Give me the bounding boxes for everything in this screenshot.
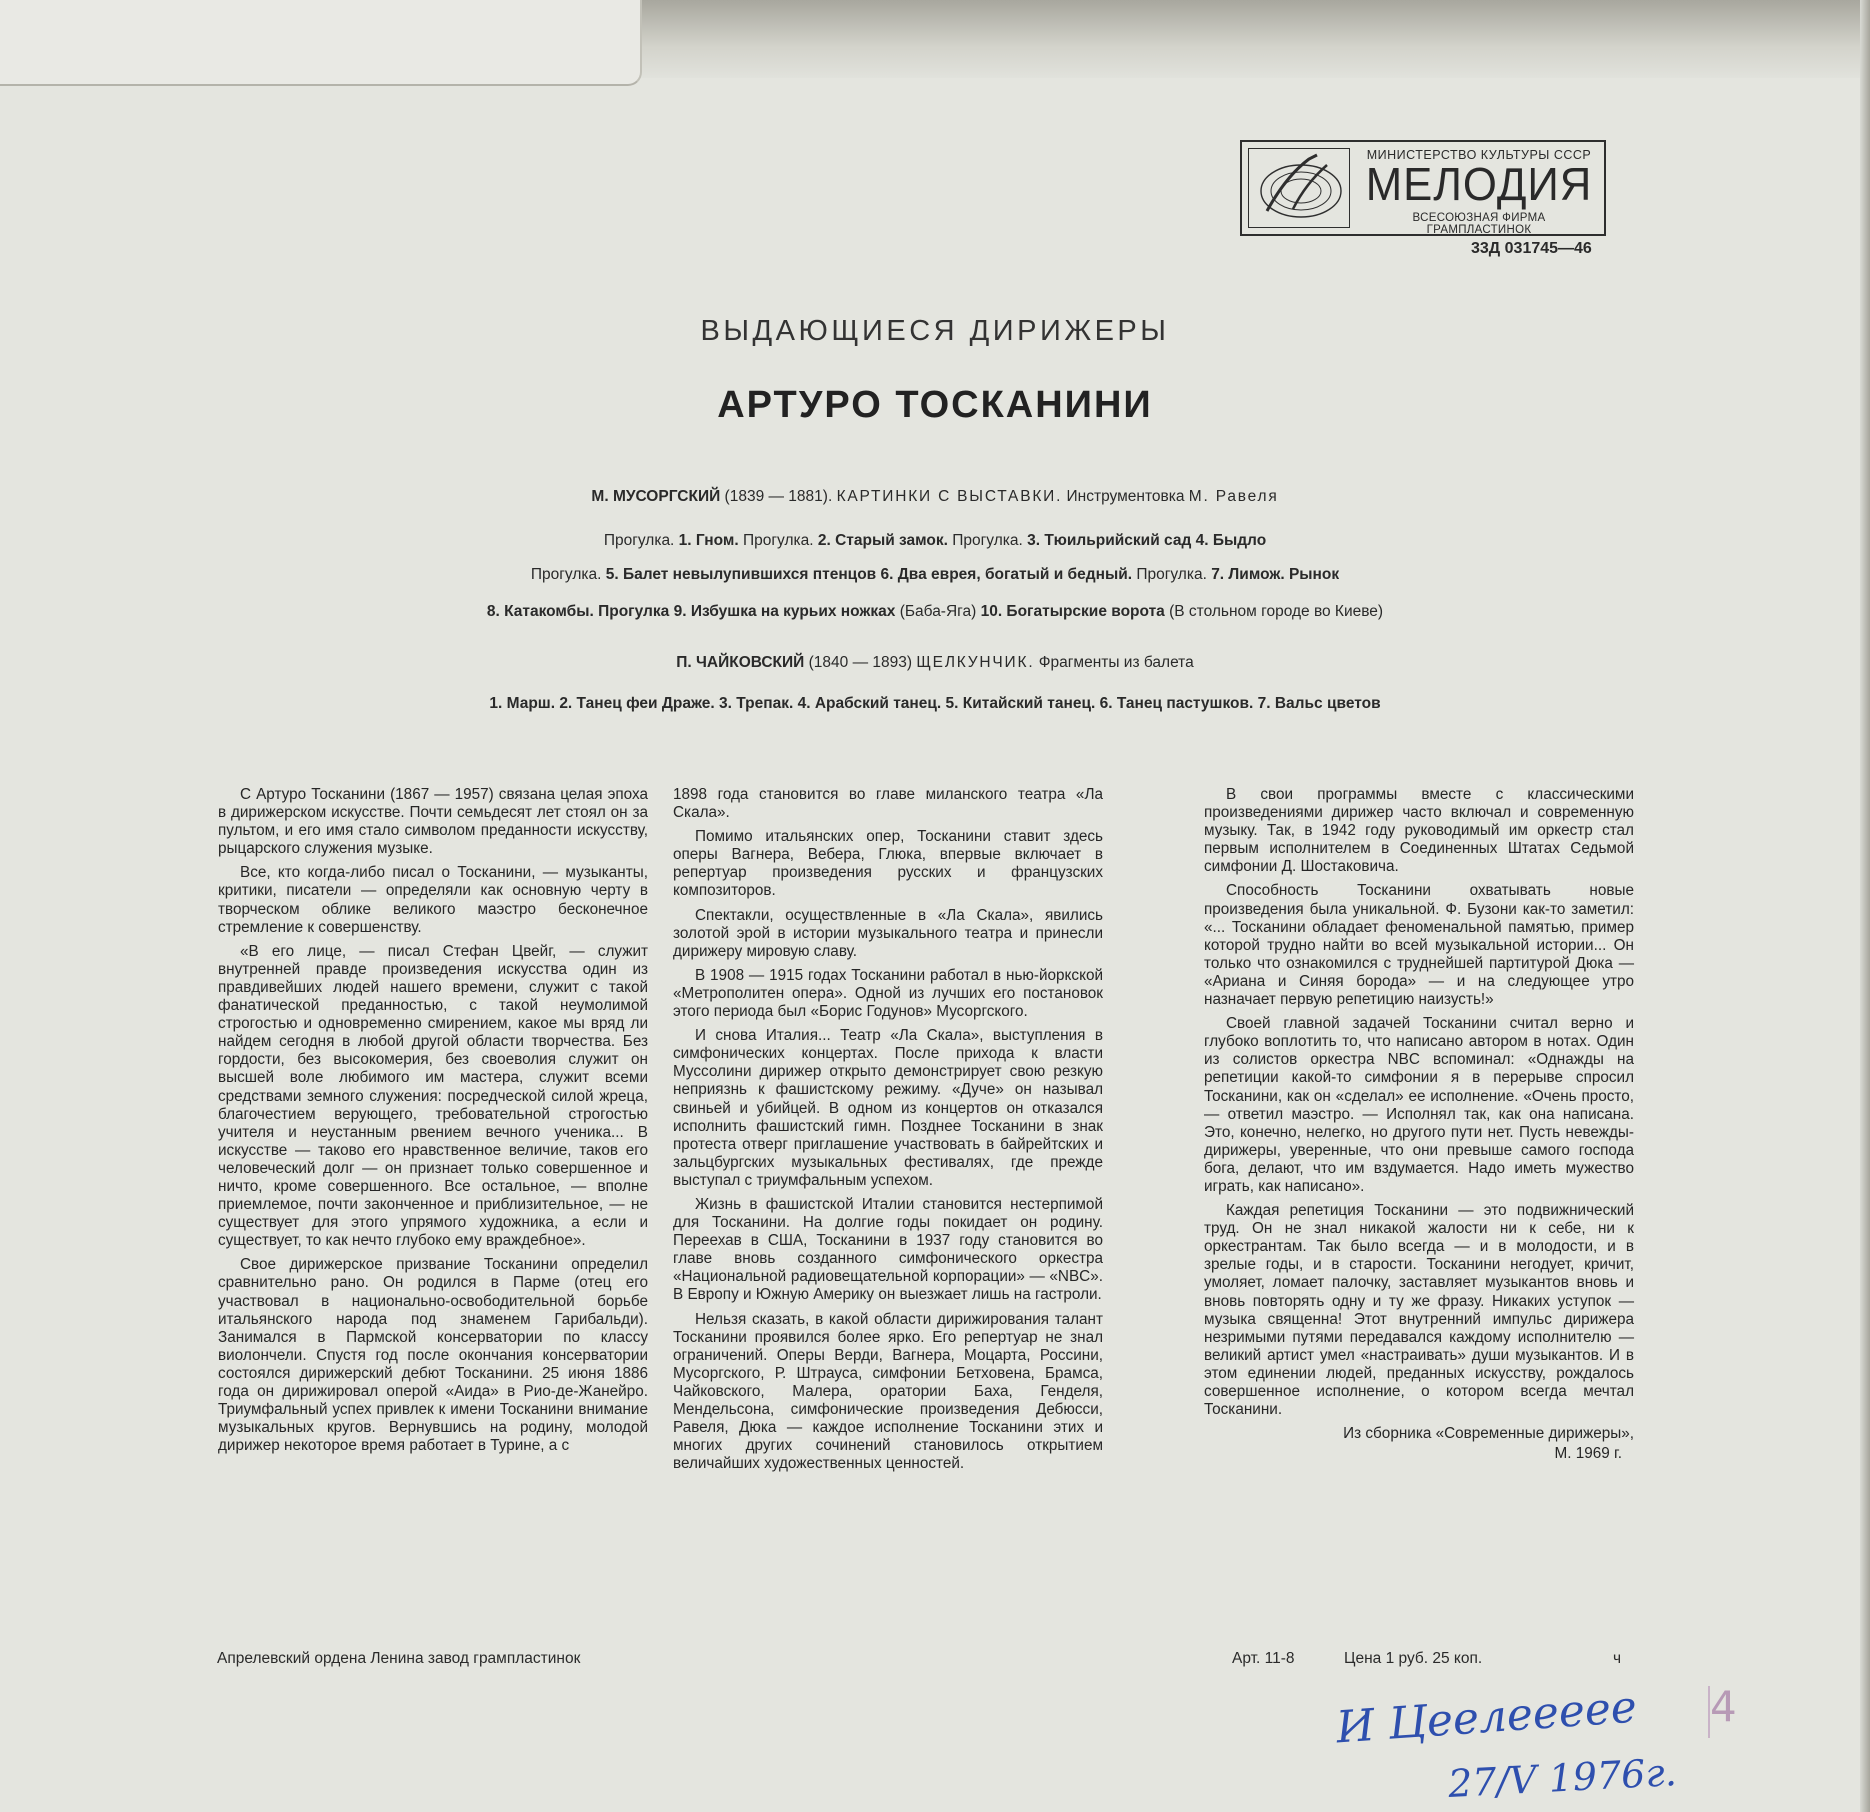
handwritten-number: 4	[1710, 1682, 1737, 1731]
track-segment: Прогулка.	[603, 532, 679, 549]
logo-subtitle-text: ВСЕСОЮЗНАЯ ФИРМА ГРАМПЛАСТИНОК	[1412, 212, 1546, 236]
track-segment: 3. Тюильрийский сад 4. Быдло	[1027, 532, 1267, 549]
essay-paragraph: «В его лице, — писал Стефан Цвейг, — служит внутренней правде произведения искусства один из правдивейших людей нашего времени, служит с такой фанатической преданностью, с такой неумолимой строгостью и одновременно смирением, какое мы вряд ли найдем сегодня в любой другой области творчества. Без гордости, без высокомерия, без своеволия служит он высшей воле любимого им мастера, служит всеми средствами земного служения: посредческой силой жреца, благочестием верующего, требовательной строгостью учителя и неустанным рвением вечного ученика... В искусстве — таково его нравственное величие, таков его человеческий долг — он признает только совершенное и ничто, кроме совершенного. Все остальное, — вполне приемлемое, почти законченное и приблизительное, — не существует для этого упрямого художника, а если и существует, то как нечто глубоко ему враждебное».	[218, 942, 648, 1250]
work1-years: (1839 — 1881).	[724, 488, 833, 505]
essay-paragraph: В свои программы вместе с классическими произведениями дирижер часто включал и современную музыку. Так, в 1942 году руководимый им оркестр стал первым исполнителем в Соединенных Штатах Седьмой симфонии Д. Шостаковича.	[1204, 786, 1634, 876]
handwritten-signature: И Цеелеееее	[1334, 1681, 1639, 1754]
artist-title: АРТУРО ТОСКАНИНИ	[717, 384, 1153, 426]
essay-column-3	[1204, 786, 1634, 1463]
price-label: Цена 1 руб. 25 коп.	[1344, 1650, 1483, 1667]
track-segment: 5. Балет невылупившихся птенцов 6. Два еврея, богатый и бедный.	[605, 566, 1133, 583]
sleeve-right-edge	[1860, 0, 1870, 1812]
work2-composer: П. ЧАЙКОВСКИЙ	[676, 654, 805, 671]
essay-paragraph: В 1908 — 1915 годах Тосканини работал в нью-йоркской «Метрополитен опера». Одной из лучших его постановок этого периода был «Борис Годунов» Мусоргского.	[673, 966, 1103, 1021]
track-segment: (Баба-Яга)	[895, 603, 981, 620]
melodiya-emblem-icon	[1248, 148, 1350, 228]
work1-tracklist-line-2	[0, 566, 1870, 584]
article-number: Арт. 11-8	[1232, 1650, 1295, 1667]
track-segment: Прогулка.	[1132, 566, 1212, 583]
work1-tracklist-line-3	[0, 603, 1870, 621]
catalog-number: 33Д 031745—46	[1471, 240, 1592, 257]
print-mark: ч	[1613, 1650, 1622, 1667]
essay-source-line-2: М. 1969 г.	[1554, 1445, 1622, 1463]
track-segment: Прогулка.	[530, 566, 606, 583]
work1-composer: М. МУСОРГСКИЙ	[591, 488, 721, 505]
track-segment: 8. Катакомбы. Прогулка 9. Избушка на курьих ножках	[486, 603, 896, 620]
essay-paragraph: Нельзя сказать, в какой области дирижирования талант Тосканини проявился более ярко. Его репертуар не знал ограничений. Оперы Верди, Вагнера, Моцарта, Россини, Мусоргского, Р. Штрауса, симфонии Бетховена, Брамса, Чайковского, Малера, оратории Баха, Генделя, Мендельсона, симфонические произведения Дебюсси, Равеля, Дюка — каждое исполнение Тосканини этих и многих других сочинений становилось открытием величайших художественных ценностей.	[673, 1310, 1103, 1473]
track-segment: 2. Старый замок.	[817, 532, 948, 549]
work1-title: КАРТИНКИ С ВЫСТАВКИ.	[836, 488, 1063, 505]
series-title: ВЫДАЮЩИЕСЯ ДИРИЖЕРЫ	[700, 315, 1170, 347]
essay-paragraph: Все, кто когда-либо писал о Тосканини, — музыканты, критики, писатели — определяли как основную черту в творческом облике великого маэстро бесконечное стремление к совершенству.	[218, 864, 648, 936]
factory-name: Апрелевский ордена Ленина завод грампластинок	[217, 1650, 581, 1667]
essay-paragraph: Спектакли, осуществленные в «Ла Скала», явились золотой эрой в истории музыкального театра и принесли дирижеру мировую славу.	[673, 906, 1103, 960]
track-segment: (В стольном городе во Киеве)	[1164, 603, 1384, 620]
work1-tracklist-line-1	[0, 532, 1870, 550]
essay-paragraph: И снова Италия... Театр «Ла Скала», выступления в симфонических концертах. После прихода к власти Муссолини дирижер открыто демонстрирует свою резкую неприязнь к фашистскому режиму. «Дуче» он называл свиньей и убийцей. В одном из концертов он отказался исполнить фашистский гимн. Позднее Тосканини в знак протеста отверг приглашение участвовать в байрейтских и зальцбургских музыкальных фестивалях, где прежде выступал с триумфальным успехом.	[673, 1027, 1103, 1189]
work1-heading	[0, 488, 1870, 506]
work2-years: (1840 — 1893)	[808, 654, 913, 671]
essay-paragraph: Способность Тосканини охватывать новые произведения была уникальной. Ф. Бузони как-то заметил: «... Тосканини обладает феноменальной памятью, пример которой трудно найти во всей музыкальной истории... Он только что ознакомился с труднейшей партитурой Дюка — «Ариана и Синяя борода» — и на следующее утро назначает первую репетицию наизусть!»	[1204, 882, 1634, 1009]
essay-paragraph: Свое дирижерское призвание Тосканини определил сравнительно рано. Он родился в Парме (отец его участвовал в национально-освободительной борьбе итальянского народа под знаменем Гарибальди). Занимался в Пармской консерватории по классу виолончели. Спустя год после окончания консерватории состоялся дирижерский дебют Тосканини. 25 июня 1886 года он дирижировал оперой «Аида» в Рио-де-Жанейро. Триумфальный успех привлек к имени Тосканини внимание музыкальных кругов. Вернувшись на родину, молодой дирижер некоторое время работает в Турине, а с	[218, 1256, 648, 1455]
essay-paragraph: С Артуро Тосканини (1867 — 1957) связана целая эпоха в дирижерском искусстве. Почти семьдесят лет стоял он за пультом, и его имя стало символом преданности искусству, рыцарского служения музыке.	[218, 786, 648, 858]
work2-heading	[0, 654, 1870, 672]
essay-paragraph: 1898 года становится во главе миланского театра «Ла Скала».	[673, 786, 1103, 822]
handwritten-date: 27/V 1976г.	[1447, 1750, 1678, 1806]
melodiya-logo	[1240, 140, 1606, 236]
work2-note: Фрагменты из балета	[1038, 654, 1194, 671]
sleeve-flap	[0, 0, 642, 86]
work2-title: ЩЕЛКУНЧИК.	[916, 654, 1035, 671]
essay-paragraph: Своей главной задачей Тосканини считал верно и глубоко воплотить то, что написано автором в нотах. Один из солистов оркестра NBC вспоминал: «Однажды на репетиции какой-то симфонии я в перерыве спросил Тосканини, как он «сделал» ее исполнение. «Очень просто, — ответил маэстро. — Исполнял так, как она написана. Это, конечно, нелегко, но другого пути нет. Пусть невежды-дирижеры, уверенные, что они превыше самого господа бога, делают, что им вздумается. Надо иметь мужество играть, как написано».	[1204, 1015, 1634, 1195]
work2-tracklist-line-1	[0, 695, 1870, 713]
track-segment: 10. Богатырские ворота	[980, 603, 1165, 620]
work2-tracks: 1. Марш. 2. Танец феи Драже. 3. Трепак. 4. Арабский танец. 5. Китайский танец. 6. Танец пастушков. 7. Вальс цветов	[489, 695, 1381, 712]
track-segment: 1. Гном.	[678, 532, 739, 549]
work1-arranger: М. Равеля	[1188, 488, 1279, 505]
essay-column-2	[673, 786, 1103, 1479]
essay-paragraph: Каждая репетиция Тосканини — это подвижнический труд. Он не знал никакой жалости ни к себе, ни к оркестрантам. Так было всегда — и в молодости, и в зрелые годы, и в старости. Тосканини негодует, кричит, умоляет, ломает палочку, заставляет музыкантов вновь и вновь повторять одну и ту же фразу. Никаких уступок — музыка священна! Этот внутренний импульс дирижера незримыми путями передавался каждому исполнителю — великий артист умел «настраивать» души музыкантов. И в этом единении людей, преданных искусству, рождалось совершенное исполнение, о котором всегда мечтал Тосканини.	[1204, 1202, 1634, 1419]
track-segment: Прогулка.	[947, 532, 1028, 549]
essay-paragraph: Помимо итальянских опер, Тосканини ставит здесь оперы Вагнера, Вебера, Глюка, впервые включает в репертуар произведения русских и французских композиторов.	[673, 828, 1103, 900]
track-segment: 7. Лимож. Рынок	[1211, 566, 1340, 583]
essay-source-line-1: Из сборника «Современные дирижеры»,	[1343, 1425, 1634, 1443]
logo-brand-text: МЕЛОДИЯ	[1365, 158, 1593, 210]
track-segment: Прогулка.	[738, 532, 818, 549]
work1-note: Инструментовка	[1066, 488, 1185, 505]
essay-paragraph: Жизнь в фашистской Италии становится нестерпимой для Тосканини. На долгие годы покидает он родину. Переехав в США, Тосканини в 1937 году становится во главе вновь созданного симфонического оркестра «Национальной радиовещательной корпорации» — «NBC». В Европу и Южную Америку он выезжает лишь на гастроли.	[673, 1195, 1103, 1304]
essay-column-1	[218, 786, 648, 1461]
logo-ministry-text: МИНИСТЕРСТВО КУЛЬТУРЫ СССР	[1366, 148, 1592, 162]
essay-column-3-body	[1204, 786, 1634, 1419]
